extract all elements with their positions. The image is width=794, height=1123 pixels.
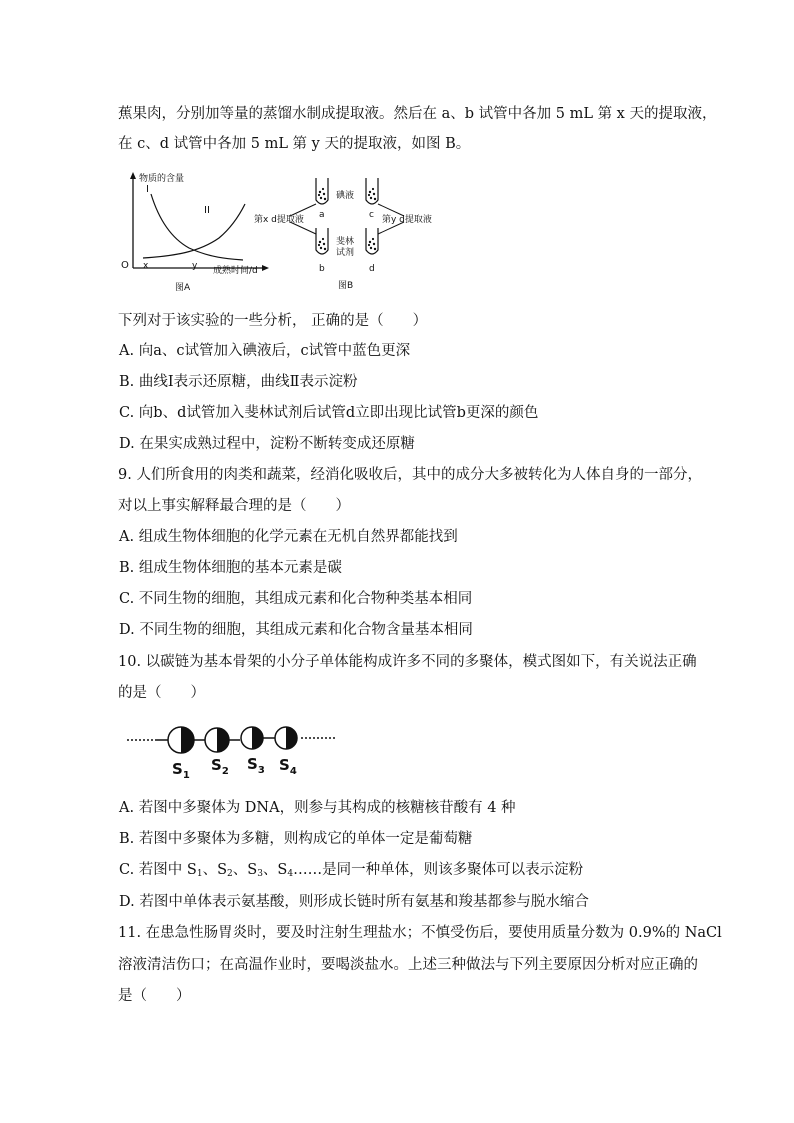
q8-option-d[interactable]: D. 在果实成熟过程中，淀粉不断转变成还原糖 (119, 436, 415, 452)
q9-option-d[interactable]: D. 不同生物的细胞，其组成元素和化合物含量基本相同 (119, 622, 473, 638)
reagent-iodine-label: 碘液 (336, 191, 355, 201)
q9-option-a[interactable]: A. 组成生物体细胞的化学元素在无机自然界都能找到 (119, 529, 458, 545)
monomer-label-s2: $S_2$ (211, 756, 229, 777)
figure-a-caption: 图A (175, 283, 191, 293)
curve-ii-label: II (204, 205, 210, 216)
q8-option-b[interactable]: B. 曲线Ⅰ表示还原糖，曲线Ⅱ表示淀粉 (119, 374, 358, 390)
q10-option-b[interactable]: B. 若图中多聚体为多糖，则构成它的单体一定是葡萄糖 (119, 831, 473, 847)
q9-option-b[interactable]: B. 组成生物体细胞的基本元素是碳 (119, 560, 342, 576)
q10-option-c[interactable]: C. 若图中 $S_1$、$S_2$、$S_3$、$S_4\dots\dots$是同一种单体，则该多聚体可以表示淀粉 (119, 862, 584, 879)
q10-stem-line-2: 的是（ ） (118, 685, 205, 701)
monomer-s4 (275, 727, 297, 749)
reagent-fehling-label-1: 斐林 (336, 237, 355, 247)
monomer-label-s3: $S_3$ (247, 755, 265, 776)
q10-option-d[interactable]: D. 若图中单体表示氨基酸，则形成长链时所有氨基和羧基都参与脱水缩合 (119, 894, 589, 910)
polymer-diagram (125, 718, 355, 780)
monomer-label-s4: $S_4$ (279, 756, 297, 777)
origin-label: O (121, 260, 129, 271)
q8-option-a[interactable]: A. 向a、c试管加入碘液后，c试管中蓝色更深 (119, 343, 411, 359)
q10-stem-line-1: 10. 以碳链为基本骨架的小分子单体能构成许多不同的多聚体，模式图如下，有关说法正确 (118, 654, 697, 670)
tube-c (366, 178, 378, 204)
tube-d (366, 228, 378, 254)
x-axis-label: 成熟时间/d (213, 266, 258, 276)
reagent-fehling-label-2: 试剂 (336, 248, 355, 258)
curve-i-label: I (146, 184, 149, 195)
x-tick-y: y (192, 261, 198, 271)
tube-b-label: b (319, 264, 325, 274)
left-extract-label: 第x d提取液 (254, 215, 304, 225)
y-axis-label: 物质的含量 (139, 174, 185, 184)
figure-b (250, 170, 450, 294)
monomer-label-s1: $S_1$ (172, 760, 190, 780)
q8-stem: 下列对于该实验的一些分析， 正确的是（ ） (118, 313, 428, 329)
x-tick-x: x (143, 261, 149, 271)
tube-a (316, 178, 328, 204)
tube-a-label: a (319, 210, 325, 220)
q10-option-a[interactable]: A. 若图中多聚体为 DNA，则参与其构成的核糖核苷酸有 4 种 (119, 800, 516, 816)
q11-stem-line-3: 是（ ） (118, 988, 191, 1004)
curve-i (151, 194, 243, 260)
right-extract-label: 第y d提取液 (382, 215, 432, 225)
tube-b (316, 228, 328, 254)
monomer-s2 (205, 728, 229, 752)
intro-line-1: 蕉果肉，分别加等量的蒸馏水制成提取液。然后在 a、b 试管中各加 5 mL 第 x 天的提取液， (118, 106, 717, 122)
q11-stem-line-1: 11. 在患急性肠胃炎时，要及时注射生理盐水；不慎受伤后，要使用质量分数为 0.9%的 NaCl (118, 925, 722, 941)
figure-a-y-arrow (130, 172, 136, 179)
tube-c-label: c (369, 210, 374, 220)
q8-option-c[interactable]: C. 向b、d试管加入斐林试剂后试管d立即出现比试管b更深的颜色 (119, 405, 539, 421)
intro-line-2: 在 c、d 试管中各加 5 mL 第 y 天的提取液，如图 B。 (118, 136, 471, 152)
monomer-s3 (241, 727, 263, 749)
q9-option-c[interactable]: C. 不同生物的细胞，其组成元素和化合物种类基本相同 (119, 591, 473, 607)
q9-stem-line-2: 对以上事实解释最合理的是（ ） (118, 498, 350, 514)
tube-d-label: d (369, 264, 375, 274)
q9-stem-line-1: 9. 人们所食用的肉类和蔬菜，经消化吸收后，其中的成分大多被转化为人体自身的一部分， (118, 467, 702, 483)
q11-stem-line-2: 溶液清洁伤口；在高温作业时，要喝淡盐水。上述三种做法与下列主要原因分析对应正确的 (118, 957, 698, 973)
monomer-s1 (168, 727, 194, 753)
figure-b-caption: 图B (338, 281, 354, 291)
